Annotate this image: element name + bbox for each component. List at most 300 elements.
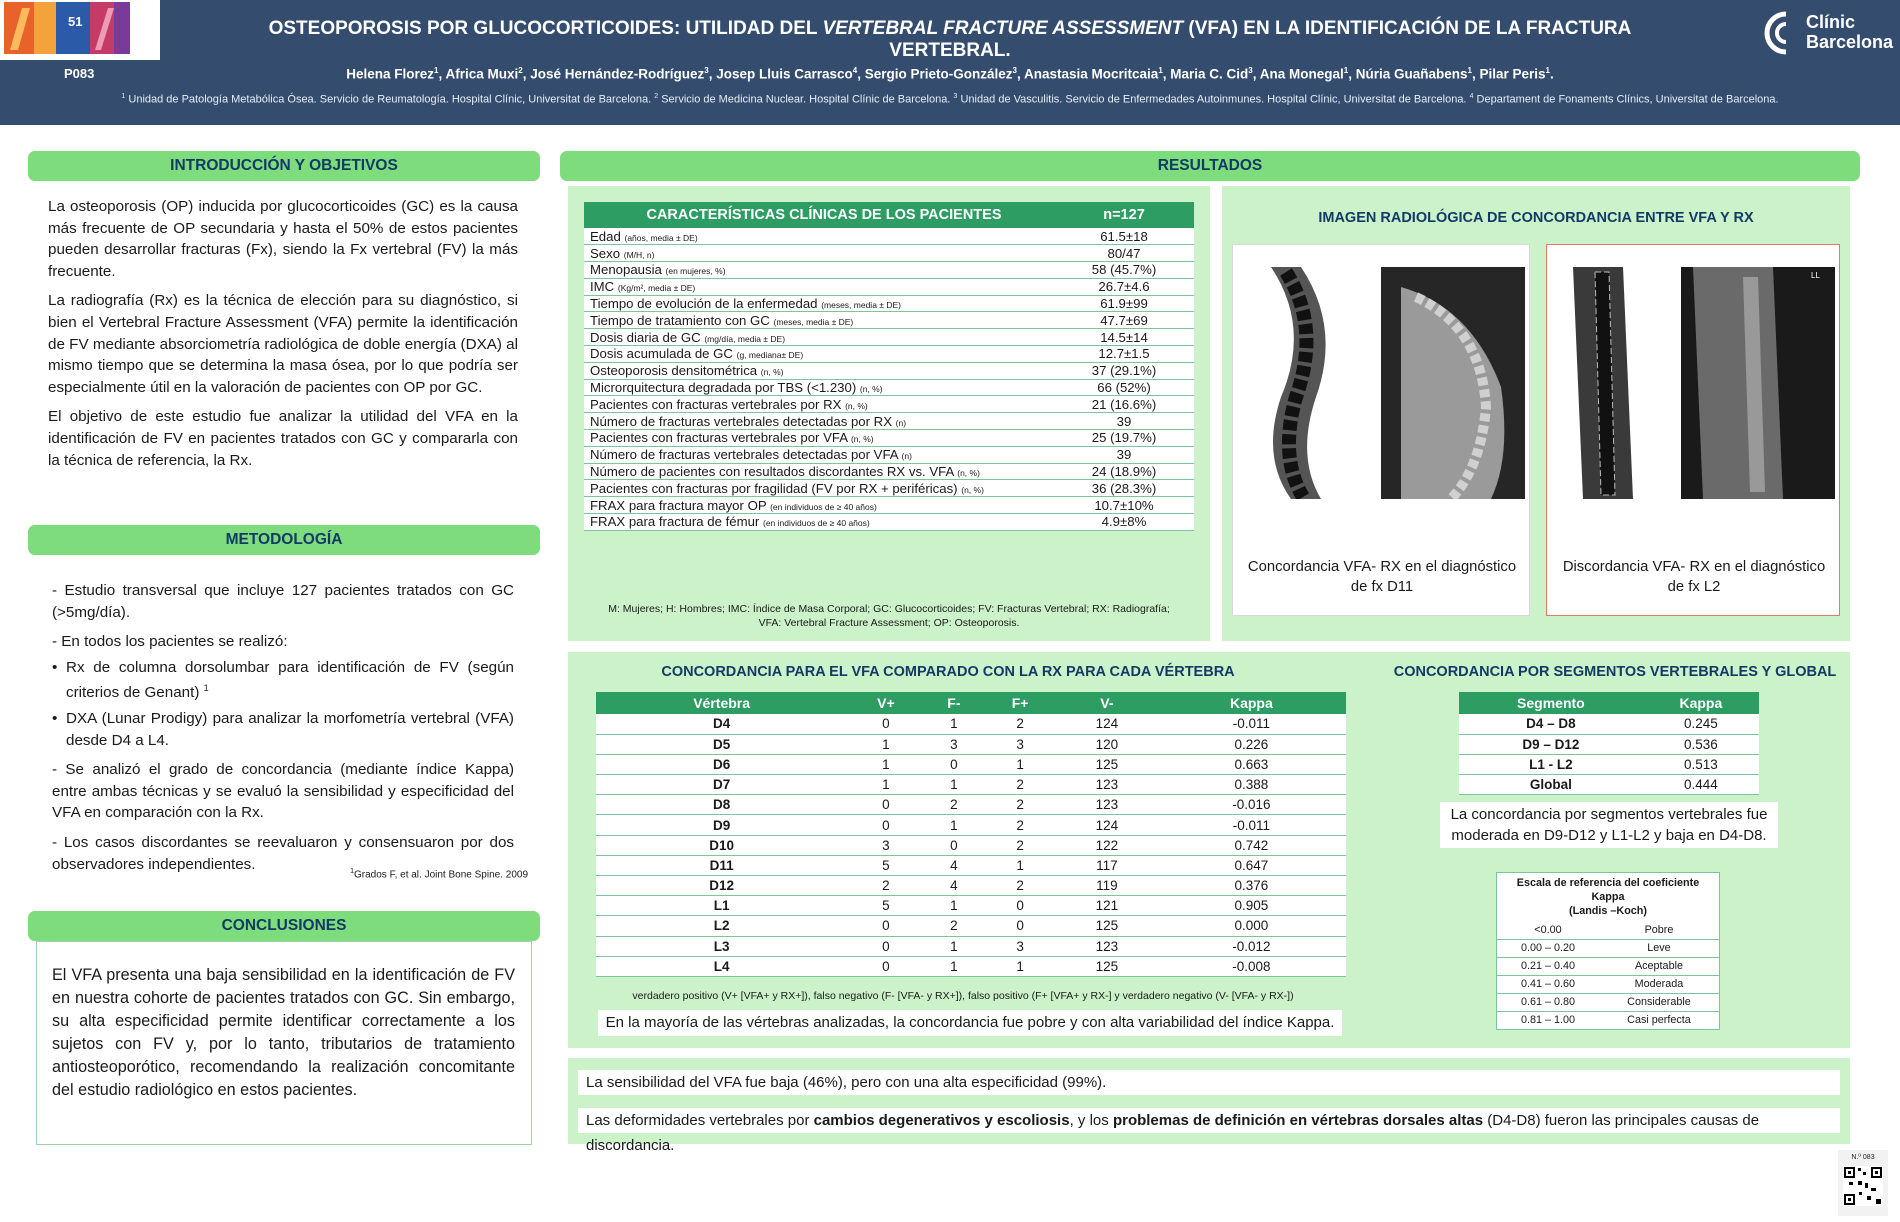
vertebra-cell: 1 <box>983 956 1057 976</box>
vertebra-name: L2 <box>596 916 847 936</box>
vertebra-cell: 123 <box>1057 775 1157 795</box>
affiliation-mark: 4 <box>1469 93 1474 100</box>
vertebra-cell: 1 <box>983 855 1057 875</box>
characteristic-value: 37 (29.1%) <box>1054 362 1194 379</box>
characteristic-unit: (M/H, n) <box>623 249 655 260</box>
methods-item-2: - En todos los pacientes se realizó: <box>52 633 288 651</box>
affiliation-text: Departament de Fonaments Clínics, Universitat de Barcelona. <box>1476 93 1779 106</box>
vertebra-name: L3 <box>596 936 847 956</box>
methods-item-4: - Los casos discordantes se reevaluaron y consensuaron por dos observadores independientes. <box>52 834 514 873</box>
characteristic-name: Número de fracturas vertebrales detectadas por VFA <box>590 447 898 463</box>
image-card-discordance <box>1546 244 1840 616</box>
characteristic-label <box>584 228 1054 245</box>
statement-fragment: problemas de definición en vértebras dorsales altas <box>1112 1112 1484 1129</box>
characteristic-name: FRAX para fractura de fémur <box>590 514 760 530</box>
vertebra-row <box>596 714 1346 734</box>
characteristic-unit: (n, %) <box>957 468 980 479</box>
characteristics-row <box>584 346 1194 363</box>
author-name: Anastasia Mocritcaia <box>1024 66 1159 82</box>
characteristic-label <box>584 346 1054 363</box>
characteristic-value: 14.5±14 <box>1054 329 1194 346</box>
segment-name: D4 – D8 <box>1459 714 1643 734</box>
vertebra-table-header: V+ <box>877 695 895 711</box>
vertebra-cell: 2 <box>983 815 1057 835</box>
author-affiliation-mark: 3 <box>1012 66 1017 75</box>
image-card-concordance <box>1232 244 1530 616</box>
author-affiliation-mark: 4 <box>852 66 858 75</box>
images-panel <box>1222 186 1850 641</box>
characteristics-row <box>584 295 1194 312</box>
vertebra-cell: 3 <box>847 835 924 855</box>
vertebra-cell: -0.012 <box>1157 936 1346 956</box>
characteristic-unit: (en individuos de ≥ 40 años) <box>770 501 877 512</box>
characteristic-value: 36 (28.3%) <box>1054 480 1194 497</box>
vertebra-table-header: F+ <box>1011 695 1029 711</box>
kappa-range: 0.81 – 1.00 <box>1497 1011 1599 1029</box>
intro-paragraph-3: El objetivo de este estudio fue analizar la utilidad del VFA en la identificación de FV en pacientes tratados con GC y compararla con la técnica de referencia, la Rx. <box>48 408 518 469</box>
vertebra-cell: 1 <box>925 896 983 916</box>
characteristic-name: Pacientes con fracturas vertebrales por VFA <box>590 430 848 446</box>
vertebra-cell: 0 <box>925 835 983 855</box>
author-name: Helena Florez <box>346 66 434 82</box>
vertebra-cell: 0.663 <box>1157 754 1346 774</box>
statement-fragment: , y los <box>1069 1112 1113 1129</box>
kappa-interpretation: Casi perfecta <box>1599 1011 1720 1029</box>
segment-name: Global <box>1459 775 1643 795</box>
vertebra-table-header: Vértebra <box>693 695 751 711</box>
methods-item-3: - Se analizó el grado de concordancia (mediante índice Kappa) entre ambas técnicas y se evaluó la sensibilidad y especificidad del VFA en comparación con la Rx. <box>52 761 514 822</box>
author-affiliation-mark: 1 <box>434 66 439 75</box>
vertebra-name: D7 <box>596 775 847 795</box>
characteristic-value: 66 (52%) <box>1054 379 1194 396</box>
author-name: Maria C. Cid <box>1170 66 1249 82</box>
vertebra-cell: 125 <box>1057 956 1157 976</box>
segments-table-header: Kappa <box>1679 695 1723 711</box>
segment-row <box>1459 734 1759 754</box>
vertebra-cell: 117 <box>1057 855 1157 875</box>
vertebra-cell: 1 <box>925 936 983 956</box>
characteristics-row <box>584 262 1194 279</box>
segment-name: D9 – D12 <box>1459 734 1643 754</box>
bottom-panel <box>568 1058 1850 1154</box>
characteristic-value: 39 <box>1054 446 1194 463</box>
author-name: Ana Monegal <box>1259 66 1344 82</box>
characteristics-footnote: M: Mujeres; H: Hombres; IMC: Índice de Masa Corporal; GC: Glucocorticoides; FV: Fracturas Vertebral; RX: Radiografía; VFA: Vertebral Fracture Assessment; OP: Osteoporosis. <box>608 603 1170 629</box>
vertebra-row <box>596 855 1346 875</box>
vertebra-cell: 5 <box>847 855 924 875</box>
kappa-scale-row <box>1497 993 1720 1011</box>
characteristic-name: Número de fracturas vertebrales detectadas por RX <box>590 413 892 429</box>
characteristic-name: Dosis diaria de GC <box>590 329 701 345</box>
characteristic-value: 58 (45.7%) <box>1054 262 1194 279</box>
logo-line-1: Clínic <box>1806 12 1856 32</box>
characteristics-row <box>584 446 1194 463</box>
characteristic-unit: (g, mediana± DE) <box>736 350 804 361</box>
poster-title: OSTEOPOROSIS POR GLUCOCORTICOIDES: UTILIDAD DEL VERTEBRAL FRACTURE ASSESSMENT (VFA) EN LA IDENTIFICACIÓN DE LA FRACTURA VERTEBRAL. <box>268 18 1632 61</box>
poster-id: P083 <box>64 66 95 81</box>
vertebra-cell: 2 <box>983 775 1057 795</box>
xray-discordance-image <box>1553 267 1835 499</box>
vertebra-name: D10 <box>596 835 847 855</box>
author-affiliation-mark: 1 <box>1158 66 1163 75</box>
vertebra-cell: 0.226 <box>1157 734 1346 754</box>
kappa-interpretation: Moderada <box>1599 975 1720 993</box>
vertebra-row <box>596 795 1346 815</box>
characteristics-row <box>584 329 1194 346</box>
affiliation-text: Unidad de Vasculitis. Servicio de Enfermedades Autoinmunes. Hospital Clínic, Universitat de Barcelona. <box>960 93 1467 106</box>
kappa-scale-row <box>1497 921 1720 939</box>
vertebra-cell: 0.388 <box>1157 775 1346 795</box>
characteristic-unit: (n, %) <box>859 384 883 395</box>
characteristic-value: 61.5±18 <box>1054 228 1194 245</box>
sensitivity-statement: La sensibilidad del VFA fue baja (46%), pero con una alta especificidad (99%). <box>578 1070 1840 1095</box>
segments-table <box>1459 692 1759 795</box>
characteristics-table <box>584 202 1194 531</box>
segments-summary: La concordancia por segmentos vertebrales fue moderada en D9-D12 y L1-L2 y baja en D4-D8. <box>1440 802 1778 848</box>
characteristic-value: 47.7±69 <box>1054 312 1194 329</box>
intro-paragraph-1: La osteoporosis (OP) inducida por glucocorticoides (GC) es la causa más frecuente de OP secundaria y hasta el 50% de estos pacientes pueden desarrollar fracturas (Fx), siendo la Fx vertebral (FV) la más frecuente. <box>48 198 518 280</box>
vertebra-table-header: F- <box>947 695 961 711</box>
characteristic-name: Menopausia <box>590 262 662 278</box>
vertebra-cell: 122 <box>1057 835 1157 855</box>
characteristic-value: 10.7±10% <box>1054 497 1194 514</box>
vertebra-cell: 119 <box>1057 876 1157 896</box>
vertebra-cell: -0.011 <box>1157 714 1346 734</box>
kappa-interpretation: Pobre <box>1599 921 1720 939</box>
kappa-scale-title-2: (Landis –Koch) <box>1569 905 1647 917</box>
characteristic-unit: (meses, media ± DE) <box>821 300 901 311</box>
characteristics-row <box>584 514 1194 531</box>
vertebra-cell: 125 <box>1057 916 1157 936</box>
author-affiliation-mark: 1 <box>1467 66 1472 75</box>
characteristics-row <box>584 228 1194 245</box>
vertebra-cell: 0 <box>847 815 924 835</box>
characteristic-name: Pacientes con fracturas por fragilidad (FV por RX + periféricas) <box>590 480 958 496</box>
characteristics-row <box>584 245 1194 262</box>
affiliation-text: Unidad de Patología Metabólica Ósea. Servicio de Reumatología. Hospital Clínic, Universitat de Barcelona. <box>128 93 652 106</box>
qr-code-icon <box>1843 1166 1883 1206</box>
kappa-interpretation: Aceptable <box>1599 957 1720 975</box>
methods-item-1: - Estudio transversal que incluye 127 pacientes tratados con GC (>5mg/día). <box>52 582 514 621</box>
characteristic-label <box>584 295 1054 312</box>
characteristic-unit: (n, %) <box>961 484 984 495</box>
characteristics-row <box>584 379 1194 396</box>
vertebra-cell: 0 <box>847 956 924 976</box>
vertebra-row <box>596 876 1346 896</box>
characteristic-unit: (en mujeres, %) <box>665 266 726 277</box>
kappa-range: 0.41 – 0.60 <box>1497 975 1599 993</box>
characteristics-row <box>584 396 1194 413</box>
intro-paragraph-2: La radiografía (Rx) es la técnica de elección para su diagnóstico, si bien el Vertebral Fracture Assessment (VFA) permite la identificación de FV mediante absorciometría radiológica de doble energía (DXA) al mismo tiempo que se determina la masa ósea, por lo que podría ser especialmente útil en la valoración de pacientes con OP por GC. <box>48 292 518 396</box>
vertebra-cell: 0.376 <box>1157 876 1346 896</box>
characteristic-label <box>584 497 1054 514</box>
xray-concordance-image <box>1241 267 1525 499</box>
kappa-range: 0.61 – 0.80 <box>1497 993 1599 1011</box>
affiliation-mark: 3 <box>953 93 958 100</box>
vertebra-cell: 3 <box>983 734 1057 754</box>
logo-line-2: Barcelona <box>1806 32 1894 52</box>
characteristic-name: IMC <box>590 279 615 295</box>
methods-reference: $^1$Grados F, et al. Joint Bone Spine. 2009 <box>350 868 528 881</box>
vertebra-cell: 2 <box>925 795 983 815</box>
vertebra-cell: 0 <box>983 896 1057 916</box>
characteristic-name: Tiempo de tratamiento con GC <box>590 312 770 328</box>
characteristic-name: Osteoporosis densitométrica <box>590 363 758 379</box>
characteristic-value: 21 (16.6%) <box>1054 396 1194 413</box>
author-name: Núria Guañabens <box>1355 66 1468 82</box>
affiliation-list <box>60 93 1840 106</box>
methods-bullet-2: • DXA (Lunar Prodigy) para analizar la morfometría vertebral (VFA) desde D4 a L4. <box>52 710 514 749</box>
characteristic-unit: (mg/día, media ± DE) <box>704 333 786 344</box>
characteristic-unit: (años, media ± DE) <box>624 232 698 243</box>
characteristics-panel <box>568 186 1210 641</box>
vertebra-name: D5 <box>596 734 847 754</box>
author-name: Josep Lluis Carrasco <box>716 66 853 82</box>
vertebra-name: D11 <box>596 855 847 875</box>
statement-fragment: Las deformidades vertebrales por <box>586 1112 814 1129</box>
characteristic-value: 61.9±99 <box>1054 295 1194 312</box>
characteristic-value: 80/47 <box>1054 245 1194 262</box>
characteristic-label <box>584 413 1054 430</box>
conclusions-text: El VFA presenta una baja sensibilidad en la identificación de FV en nuestra cohorte de pacientes tratados con GC. Sin embargo, su alta especificidad permite identificar correctamente a los sujetos con FV y, por lo tanto, tributarios de tratamiento antiosteoporótico, recomendando la realización concomitante del estudio radiológico en estos pacientes. <box>52 966 515 1099</box>
characteristic-label <box>584 362 1054 379</box>
affiliation-mark: 1 <box>121 93 126 100</box>
vertebra-name: D9 <box>596 815 847 835</box>
vertebra-cell: 2 <box>925 916 983 936</box>
vertebra-cell: 3 <box>925 734 983 754</box>
vertebra-cell: 124 <box>1057 714 1157 734</box>
vertebra-cell: 0 <box>847 795 924 815</box>
statement-fragment: (D4-D8) fueron las principales causas de discordancia. <box>586 1112 1760 1154</box>
characteristics-row <box>584 480 1194 497</box>
vertebra-cell: 4 <box>925 855 983 875</box>
characteristics-row <box>584 430 1194 447</box>
characteristic-name: Dosis acumulada de GC <box>590 346 733 362</box>
kappa-range: 0.21 – 0.40 <box>1497 957 1599 975</box>
kappa-scale-title-1: Escala de referencia del coeficiente Kappa <box>1516 877 1700 903</box>
characteristic-unit: (en individuos de ≥ 40 años) <box>762 518 870 529</box>
segment-row <box>1459 775 1759 795</box>
vertebra-cell: 3 <box>983 936 1057 956</box>
clinic-logo-icon <box>1756 8 1800 58</box>
vertebra-cell: 120 <box>1057 734 1157 754</box>
vertebra-cell: 1 <box>925 956 983 976</box>
vertebra-cell: 2 <box>847 876 924 896</box>
kappa-interpretation: Leve <box>1599 939 1720 957</box>
vertebra-row <box>596 754 1346 774</box>
vertebra-row <box>596 916 1346 936</box>
vertebra-cell: 123 <box>1057 936 1157 956</box>
vertebra-name: D12 <box>596 876 847 896</box>
vertebra-cell: 4 <box>925 876 983 896</box>
kappa-scale-row <box>1497 939 1720 957</box>
vertebra-title: CONCORDANCIA PARA EL VFA COMPARADO CON LA RX PARA CADA VÉRTEBRA <box>661 664 1235 680</box>
author-affiliation-mark: 1 <box>1343 66 1349 75</box>
characteristic-value: 39 <box>1054 413 1194 430</box>
vertebra-cell: 5 <box>847 896 924 916</box>
author-name: José Hernández-Rodríguez <box>530 66 705 82</box>
congress-badge: 51 <box>68 14 83 29</box>
characteristic-unit: (meses, media ± DE) <box>773 316 854 327</box>
vertebra-name: D4 <box>596 714 847 734</box>
author-name: Sergio Prieto-González <box>864 66 1013 82</box>
vertebra-cell: 1 <box>925 714 983 734</box>
author-affiliation-mark: 1 <box>1545 66 1550 75</box>
characteristic-label <box>584 278 1054 295</box>
vertebra-cell: -0.016 <box>1157 795 1346 815</box>
author-list: Helena Florez$^1$, Africa Muxi$^2$, José Hernández-Rodríguez$^3$, Josep Lluis Carrasco$^4$, Sergio Prieto-González$^3$, Anastasia Mocritcaia$^1$, Maria C. Cid$^3$, Ana Monegal$^1$, Núria Guañabens$^1$, Pilar Peris$^1$. <box>346 66 1554 82</box>
vertebra-cell: 0.647 <box>1157 855 1346 875</box>
vertebra-cell: 2 <box>983 714 1057 734</box>
author-name: Africa Muxi <box>445 66 519 82</box>
vertebra-cell: 0 <box>847 936 924 956</box>
vertebra-cell: 1 <box>847 754 924 774</box>
xray-corner-label: LL <box>1811 271 1820 280</box>
characteristic-unit: (n) <box>901 451 912 462</box>
segment-name: L1 - L2 <box>1459 754 1643 774</box>
vertebra-cell: 121 <box>1057 896 1157 916</box>
vertebra-cell: 2 <box>983 876 1057 896</box>
kappa-scale-row <box>1497 1011 1720 1029</box>
author-affiliation-mark: 3 <box>704 66 709 75</box>
vertebra-cell: 1 <box>925 815 983 835</box>
methods-text <box>52 580 514 875</box>
intro-text <box>48 196 518 479</box>
characteristics-row <box>584 463 1194 480</box>
methods-bullet-1: • Rx de columna dorsolumbar para identificación de FV (según criterios de Genant) $^1$ <box>52 658 514 702</box>
vertebra-cell: 0 <box>847 916 924 936</box>
vertebra-cell: 1 <box>925 775 983 795</box>
vertebra-cell: 1 <box>847 775 924 795</box>
vertebra-cell: 2 <box>983 835 1057 855</box>
vertebra-row <box>596 835 1346 855</box>
vertebra-cell: -0.011 <box>1157 815 1346 835</box>
segments-table-header: Segmento <box>1517 695 1585 711</box>
vertebra-cell: 125 <box>1057 754 1157 774</box>
vertebra-summary: En la mayoría de las vértebras analizadas, la concordancia fue pobre y con alta variabilidad del índice Kappa. <box>598 1010 1342 1036</box>
images-title: IMAGEN RADIOLÓGICA DE CONCORDANCIA ENTRE VFA Y RX <box>1318 210 1754 226</box>
kappa-scale-table <box>1496 872 1720 1030</box>
characteristic-label <box>584 312 1054 329</box>
author-affiliation-mark: 3 <box>1248 66 1253 75</box>
poster-header <box>0 0 1900 125</box>
vertebra-cell: 124 <box>1057 815 1157 835</box>
characteristics-row <box>584 278 1194 295</box>
characteristics-title: CARACTERÍSTICAS CLÍNICAS DE LOS PACIENTES <box>646 207 1002 223</box>
vertebra-row <box>596 956 1346 976</box>
methods-heading: METODOLOGÍA <box>28 525 540 555</box>
characteristic-name: Pacientes con fracturas vertebrales por RX <box>590 396 842 412</box>
segment-kappa: 0.444 <box>1643 775 1759 795</box>
vertebra-row <box>596 734 1346 754</box>
vertebra-row <box>596 775 1346 795</box>
characteristics-row <box>584 497 1194 514</box>
vertebra-table-header: Kappa <box>1229 695 1273 711</box>
author-name: Pilar Peris <box>1479 66 1546 82</box>
concordance-panel <box>568 652 1850 1048</box>
author-affiliation-mark: 2 <box>518 66 523 75</box>
characteristic-value: 25 (19.7%) <box>1054 430 1194 447</box>
characteristic-label <box>584 430 1054 447</box>
vertebra-name: D6 <box>596 754 847 774</box>
vertebra-name: L4 <box>596 956 847 976</box>
characteristics-row <box>584 362 1194 379</box>
characteristic-label <box>584 329 1054 346</box>
characteristic-label <box>584 514 1054 531</box>
characteristic-unit: (Kg/m², media ± DE) <box>617 283 696 294</box>
qr-code-box <box>1838 1150 1888 1216</box>
vertebra-cell: 1 <box>847 734 924 754</box>
characteristic-unit: (n, %) <box>760 367 784 378</box>
vertebra-cell: -0.008 <box>1157 956 1346 976</box>
segment-row <box>1459 714 1759 734</box>
characteristic-unit: (n, %) <box>845 400 868 411</box>
characteristic-value: 4.9±8% <box>1054 514 1194 531</box>
segments-title: CONCORDANCIA POR SEGMENTOS VERTEBRALES Y GLOBAL <box>1393 664 1837 680</box>
characteristic-label <box>584 480 1054 497</box>
characteristic-name: Número de pacientes con resultados discordantes RX vs. VFA <box>590 464 954 480</box>
qr-label: N.º 083 <box>1851 1154 1875 1161</box>
kappa-interpretation: Considerable <box>1599 993 1720 1011</box>
characteristic-name: FRAX para fractura mayor OP <box>590 497 767 513</box>
characteristics-n: n=127 <box>1103 207 1145 223</box>
characteristic-value: 12.7±1.5 <box>1054 346 1194 363</box>
caption-concordance: Concordancia VFA- RX en el diagnóstico de fx D11 <box>1247 559 1517 595</box>
characteristic-unit: (n) <box>895 417 907 428</box>
kappa-scale-row <box>1497 975 1720 993</box>
characteristics-row <box>584 413 1194 430</box>
intro-heading: INTRODUCCIÓN Y OBJETIVOS <box>28 151 540 181</box>
vertebra-row <box>596 815 1346 835</box>
characteristic-label <box>584 262 1054 279</box>
vertebra-name: D8 <box>596 795 847 815</box>
vertebra-cell: 123 <box>1057 795 1157 815</box>
vertebra-cell: 0 <box>847 714 924 734</box>
characteristic-label <box>584 446 1054 463</box>
conclusions-box <box>36 941 532 1145</box>
vertebra-cell: 0.742 <box>1157 835 1346 855</box>
statement-fragment: cambios degenerativos y escoliosis <box>813 1112 1070 1129</box>
discordance-causes-statement <box>578 1108 1840 1154</box>
kappa-range: 0.00 – 0.20 <box>1497 939 1599 957</box>
segment-kappa: 0.536 <box>1643 734 1759 754</box>
vertebra-table <box>596 692 1346 977</box>
vertebra-cell: 1 <box>983 754 1057 774</box>
characteristic-label <box>584 379 1054 396</box>
segment-row <box>1459 754 1759 774</box>
characteristic-label <box>584 396 1054 413</box>
caption-discordance: Discordancia VFA- RX en el diagnóstico de fx L2 <box>1562 559 1826 595</box>
vertebra-footnote: verdadero positivo (V+ [VFA+ y RX+]), falso negativo (F- [VFA- y RX+]), falso positivo (F+ [VFA+ y RX-] y verdadero negativo (V- [VFA- y RX-]) <box>632 990 1294 1002</box>
segment-kappa: 0.245 <box>1643 714 1759 734</box>
vertebra-cell: 2 <box>983 795 1057 815</box>
characteristic-name: Sexo <box>590 245 621 261</box>
characteristic-name: Edad <box>590 228 621 244</box>
characteristics-row <box>584 312 1194 329</box>
vertebra-row <box>596 896 1346 916</box>
vertebra-cell: 0 <box>925 754 983 774</box>
characteristic-label <box>584 245 1054 262</box>
vertebra-table-header: V- <box>1100 695 1114 711</box>
characteristic-label <box>584 463 1054 480</box>
characteristic-unit: (n, %) <box>850 434 874 445</box>
congress-logo <box>0 0 160 60</box>
results-heading: RESULTADOS <box>560 151 1860 181</box>
characteristic-name: Microrquitectura degradada por TBS (<1.230) <box>590 380 857 396</box>
affiliation-mark: 2 <box>654 93 659 100</box>
characteristic-value: 24 (18.9%) <box>1054 463 1194 480</box>
vertebra-name: L1 <box>596 896 847 916</box>
